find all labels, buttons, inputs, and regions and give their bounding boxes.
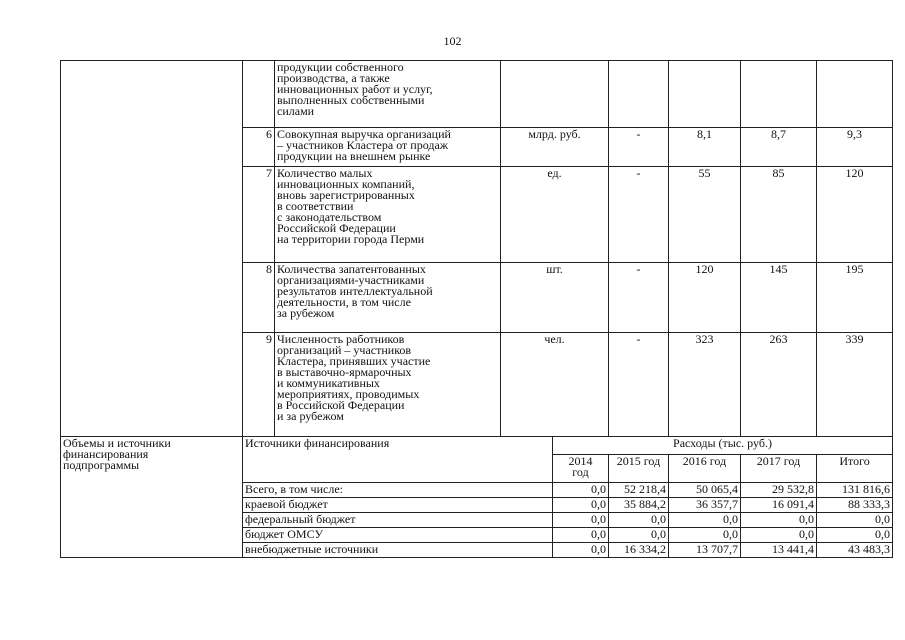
indicator-2014	[609, 61, 669, 128]
finance-value-2015: 52 218,4	[609, 483, 669, 498]
indicator-unit: ед.	[501, 167, 609, 263]
indicator-2014: -	[609, 128, 669, 167]
finance-value-2016: 36 357,7	[669, 498, 741, 513]
finance-value-total: 88 333,3	[817, 498, 893, 513]
indicator-name: Количества запатентованных организациями-участниками результатов интеллектуальной деятельности, в том числе за рубежом	[275, 263, 501, 333]
finance-value-2017: 0,0	[741, 528, 817, 543]
finance-value-2014: 0,0	[553, 513, 609, 528]
indicator-2016	[741, 61, 817, 128]
indicator-2015: 8,1	[669, 128, 741, 167]
finance-value-2014: 0,0	[553, 498, 609, 513]
indicator-number: 9	[243, 333, 275, 437]
left-label-empty	[61, 61, 243, 437]
finance-source: бюджет ОМСУ	[243, 528, 553, 543]
sources-header: Источники финансирования	[243, 437, 553, 483]
indicator-2015: 120	[669, 263, 741, 333]
indicator-2014: -	[609, 263, 669, 333]
indicator-number	[243, 61, 275, 128]
finance-value-total: 131 816,6	[817, 483, 893, 498]
indicator-name: Количество малых инновационных компаний, вновь зарегистрированных в соответствии с законодательством Российской Федерации на территории города Перми	[275, 167, 501, 263]
finance-value-total: 0,0	[817, 513, 893, 528]
indicator-2017: 339	[817, 333, 893, 437]
indicator-name: Численность работников организаций – участников Кластера, принявших участие в выставочно-ярмарочных и коммуникативных мероприятиях, проводимых в Российской Федерации и за рубежом	[275, 333, 501, 437]
finance-header-row	[61, 437, 893, 455]
indicator-2014: -	[609, 167, 669, 263]
finance-value-2015: 0,0	[609, 513, 669, 528]
finance-source: федеральный бюджет	[243, 513, 553, 528]
finance-value-total: 43 483,3	[817, 543, 893, 558]
finance-value-2014: 0,0	[553, 528, 609, 543]
indicator-2016: 8,7	[741, 128, 817, 167]
finance-value-2014: 0,0	[553, 483, 609, 498]
indicator-2016: 85	[741, 167, 817, 263]
finance-value-2015: 0,0	[609, 528, 669, 543]
indicator-2017	[817, 61, 893, 128]
indicator-number: 7	[243, 167, 275, 263]
indicator-2015: 323	[669, 333, 741, 437]
indicator-2016: 263	[741, 333, 817, 437]
indicator-number: 8	[243, 263, 275, 333]
finance-value-2016: 0,0	[669, 528, 741, 543]
finance-source: краевой бюджет	[243, 498, 553, 513]
indicator-unit	[501, 61, 609, 128]
year-header-2017: 2017 год	[741, 455, 817, 483]
indicator-unit: млрд. руб.	[501, 128, 609, 167]
finance-value-2017: 29 532,8	[741, 483, 817, 498]
indicator-row	[61, 61, 893, 128]
total-header: Итого	[817, 455, 893, 483]
finance-value-2014: 0,0	[553, 543, 609, 558]
finance-value-2017: 0,0	[741, 513, 817, 528]
indicator-2015: 55	[669, 167, 741, 263]
finance-value-2015: 35 884,2	[609, 498, 669, 513]
finance-value-2017: 16 091,4	[741, 498, 817, 513]
year-header-2016: 2016 год	[669, 455, 741, 483]
expenses-header: Расходы (тыс. руб.)	[553, 437, 893, 455]
indicator-2016: 145	[741, 263, 817, 333]
indicator-number: 6	[243, 128, 275, 167]
finance-value-2017: 13 441,4	[741, 543, 817, 558]
finance-value-total: 0,0	[817, 528, 893, 543]
finance-source: внебюджетные источники	[243, 543, 553, 558]
indicator-2015	[669, 61, 741, 128]
finance-source: Всего, в том числе:	[243, 483, 553, 498]
finance-value-2016: 13 707,7	[669, 543, 741, 558]
finance-value-2016: 50 065,4	[669, 483, 741, 498]
indicator-2017: 9,3	[817, 128, 893, 167]
indicator-2014: -	[609, 333, 669, 437]
finance-section-label: Объемы и источники финансирования подпрограммы	[61, 437, 243, 558]
finance-value-2016: 0,0	[669, 513, 741, 528]
indicator-2017: 195	[817, 263, 893, 333]
program-table	[60, 60, 893, 558]
year-header-2015: 2015 год	[609, 455, 669, 483]
indicator-name: продукции собственного производства, а также инновационных работ и услуг, выполненных собственными силами	[275, 61, 501, 128]
page-number: 102	[443, 34, 462, 48]
finance-value-2015: 16 334,2	[609, 543, 669, 558]
indicator-unit: шт.	[501, 263, 609, 333]
indicator-unit: чел.	[501, 333, 609, 437]
indicator-name: Совокупная выручка организаций – участников Кластера от продаж продукции на внешнем рынке	[275, 128, 501, 167]
indicator-2017: 120	[817, 167, 893, 263]
year-header-2014: 2014 год	[553, 455, 609, 483]
